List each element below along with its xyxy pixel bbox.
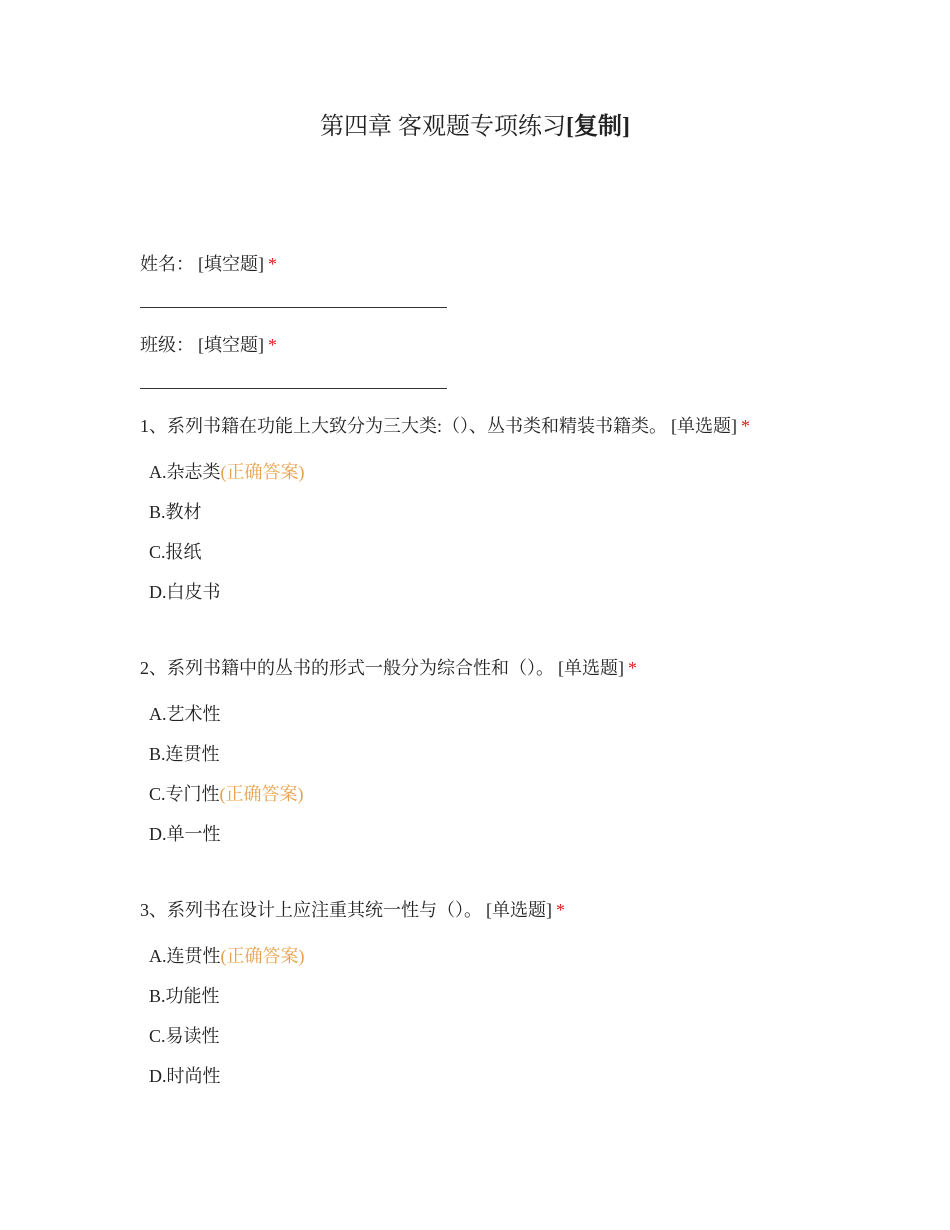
page-title-text: 第四章 客观题专项练习 — [320, 114, 566, 140]
question-2-option-c[interactable] — [149, 781, 304, 807]
option-label: A.连贯性 — [149, 946, 221, 966]
question-3-text: 3、系列书在设计上应注重其统一性与（）。 — [140, 900, 482, 920]
question-3-option-c[interactable] — [149, 1023, 220, 1049]
correct-answer-mark: (正确答案) — [220, 462, 305, 482]
field-name-label — [140, 251, 277, 277]
required-marker: * — [268, 335, 277, 355]
question-2 — [140, 655, 637, 681]
required-marker: * — [628, 658, 637, 678]
question-3-type: [单选题] — [486, 900, 552, 920]
question-2-type: [单选题] — [558, 658, 624, 678]
option-label: B.功能性 — [149, 986, 220, 1006]
question-3 — [140, 897, 565, 923]
page-title — [0, 110, 950, 144]
field-class-text: 班级： — [140, 335, 194, 355]
question-1-option-a[interactable] — [149, 459, 305, 485]
question-1-option-c[interactable] — [149, 539, 202, 565]
question-2-option-a[interactable] — [149, 701, 221, 727]
option-label: C.报纸 — [149, 542, 202, 562]
field-class-type: [填空题] — [198, 335, 264, 355]
correct-answer-mark: (正确答案) — [220, 946, 305, 966]
page-title-suffix: [复制] — [566, 114, 630, 140]
option-label: D.白皮书 — [149, 582, 221, 602]
option-label: D.时尚性 — [149, 1066, 221, 1086]
question-3-option-a[interactable] — [149, 943, 305, 969]
question-3-option-b[interactable] — [149, 983, 220, 1009]
question-2-text: 2、系列书籍中的丛书的形式一般分为综合性和（）。 — [140, 658, 554, 678]
question-3-option-d[interactable] — [149, 1063, 221, 1089]
required-marker: * — [268, 254, 277, 274]
name-input-line[interactable] — [140, 307, 447, 308]
correct-answer-mark: (正确答案) — [219, 784, 304, 804]
field-name-text: 姓名： — [140, 254, 194, 274]
option-label: A.艺术性 — [149, 704, 221, 724]
option-label: B.连贯性 — [149, 744, 220, 764]
required-marker: * — [556, 900, 565, 920]
question-1-option-d[interactable] — [149, 579, 221, 605]
required-marker: * — [741, 416, 750, 436]
field-name-type: [填空题] — [198, 254, 264, 274]
option-label: C.专门性 — [149, 784, 220, 804]
option-label: C.易读性 — [149, 1026, 220, 1046]
field-class-label — [140, 332, 277, 358]
question-1-option-b[interactable] — [149, 499, 202, 525]
option-label: B.教材 — [149, 502, 202, 522]
question-1-text: 1、系列书籍在功能上大致分为三大类:（）、丛书类和精装书籍类。 — [140, 416, 667, 436]
question-2-option-d[interactable] — [149, 821, 221, 847]
option-label: D.单一性 — [149, 824, 221, 844]
class-input-line[interactable] — [140, 388, 447, 389]
question-1-type: [单选题] — [671, 416, 737, 436]
question-2-option-b[interactable] — [149, 741, 220, 767]
option-label: A.杂志类 — [149, 462, 221, 482]
question-1 — [140, 413, 750, 439]
